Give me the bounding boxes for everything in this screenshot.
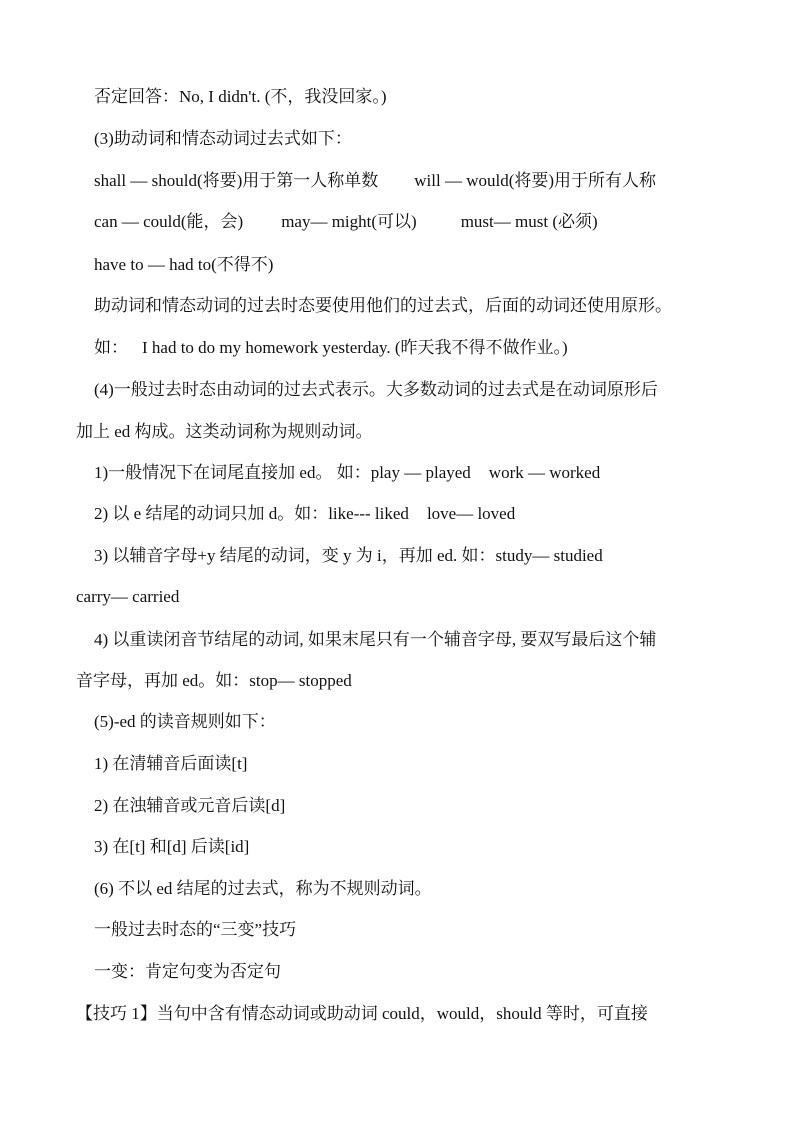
text-line: 2) 在浊辅音或元音后读[d]	[94, 796, 286, 815]
text-line: 音字母，再加 ed。如：stop— stopped	[76, 671, 352, 690]
text-line: 3) 以辅音字母+y 结尾的动词，变 y 为 i，再加 ed. 如：study— studied	[94, 546, 603, 565]
text-segment: may— might(可以)	[281, 212, 417, 231]
text-line	[94, 462, 600, 484]
text-line: 3) 在[t] 和[d] 后读[id]	[94, 837, 250, 856]
text-line: carry— carried	[76, 587, 180, 606]
section-heading: 一般过去时态的“三变”技巧	[94, 920, 297, 939]
text-line: 4) 以重读闭音节结尾的动词, 如果末尾只有一个辅音字母, 要双写最后这个辅	[94, 630, 657, 649]
text-line	[94, 337, 568, 359]
text-line	[94, 503, 515, 525]
text-line	[94, 170, 656, 192]
text-line: 助动词和情态动词的过去时态要使用他们的过去式，后面的动词还使用原形。	[94, 296, 672, 315]
text-segment: 2) 以 e 结尾的动词只加 d。如：like--- liked	[94, 504, 409, 523]
text-segment: 如：	[94, 338, 128, 357]
text-segment: work — worked	[488, 463, 601, 482]
text-segment: will — would(将要)用于所有人称	[414, 171, 657, 190]
text-line: 加上 ed 构成。这类动词称为规则动词。	[76, 422, 373, 441]
text-segment: can — could(能，会)	[94, 212, 244, 231]
section-heading: (4)一般过去时态由动词的过去式表示。大多数动词的过去式是在动词原形后	[94, 380, 658, 399]
section-heading: (3)助动词和情态动词过去式如下：	[94, 129, 352, 148]
text-line: 1) 在清辅音后面读[t]	[94, 754, 248, 773]
text-line: 否定回答：No, I didn't. (不，我没回家。)	[94, 87, 387, 106]
text-segment: I had to do my homework yesterday. (昨天我不得不做作业。)	[142, 338, 568, 357]
text-segment: must— must (必须)	[460, 212, 598, 231]
text-line	[94, 211, 598, 233]
text-line: have to — had to(不得不)	[94, 255, 274, 274]
section-heading: (5)-ed 的读音规则如下：	[94, 712, 276, 731]
text-line: 一变：肯定句变为否定句	[94, 962, 281, 981]
text-line: 【技巧 1】当句中含有情态动词或助动词 could，would，should 等时，可直接	[76, 1004, 648, 1023]
text-segment: shall — should(将要)用于第一人称单数	[94, 171, 379, 190]
text-segment: 1)一般情况下在词尾直接加 ed。 如：play — played	[94, 463, 471, 482]
text-segment: love— loved	[426, 504, 516, 523]
section-heading: (6) 不以 ed 结尾的过去式，称为不规则动词。	[94, 879, 432, 898]
